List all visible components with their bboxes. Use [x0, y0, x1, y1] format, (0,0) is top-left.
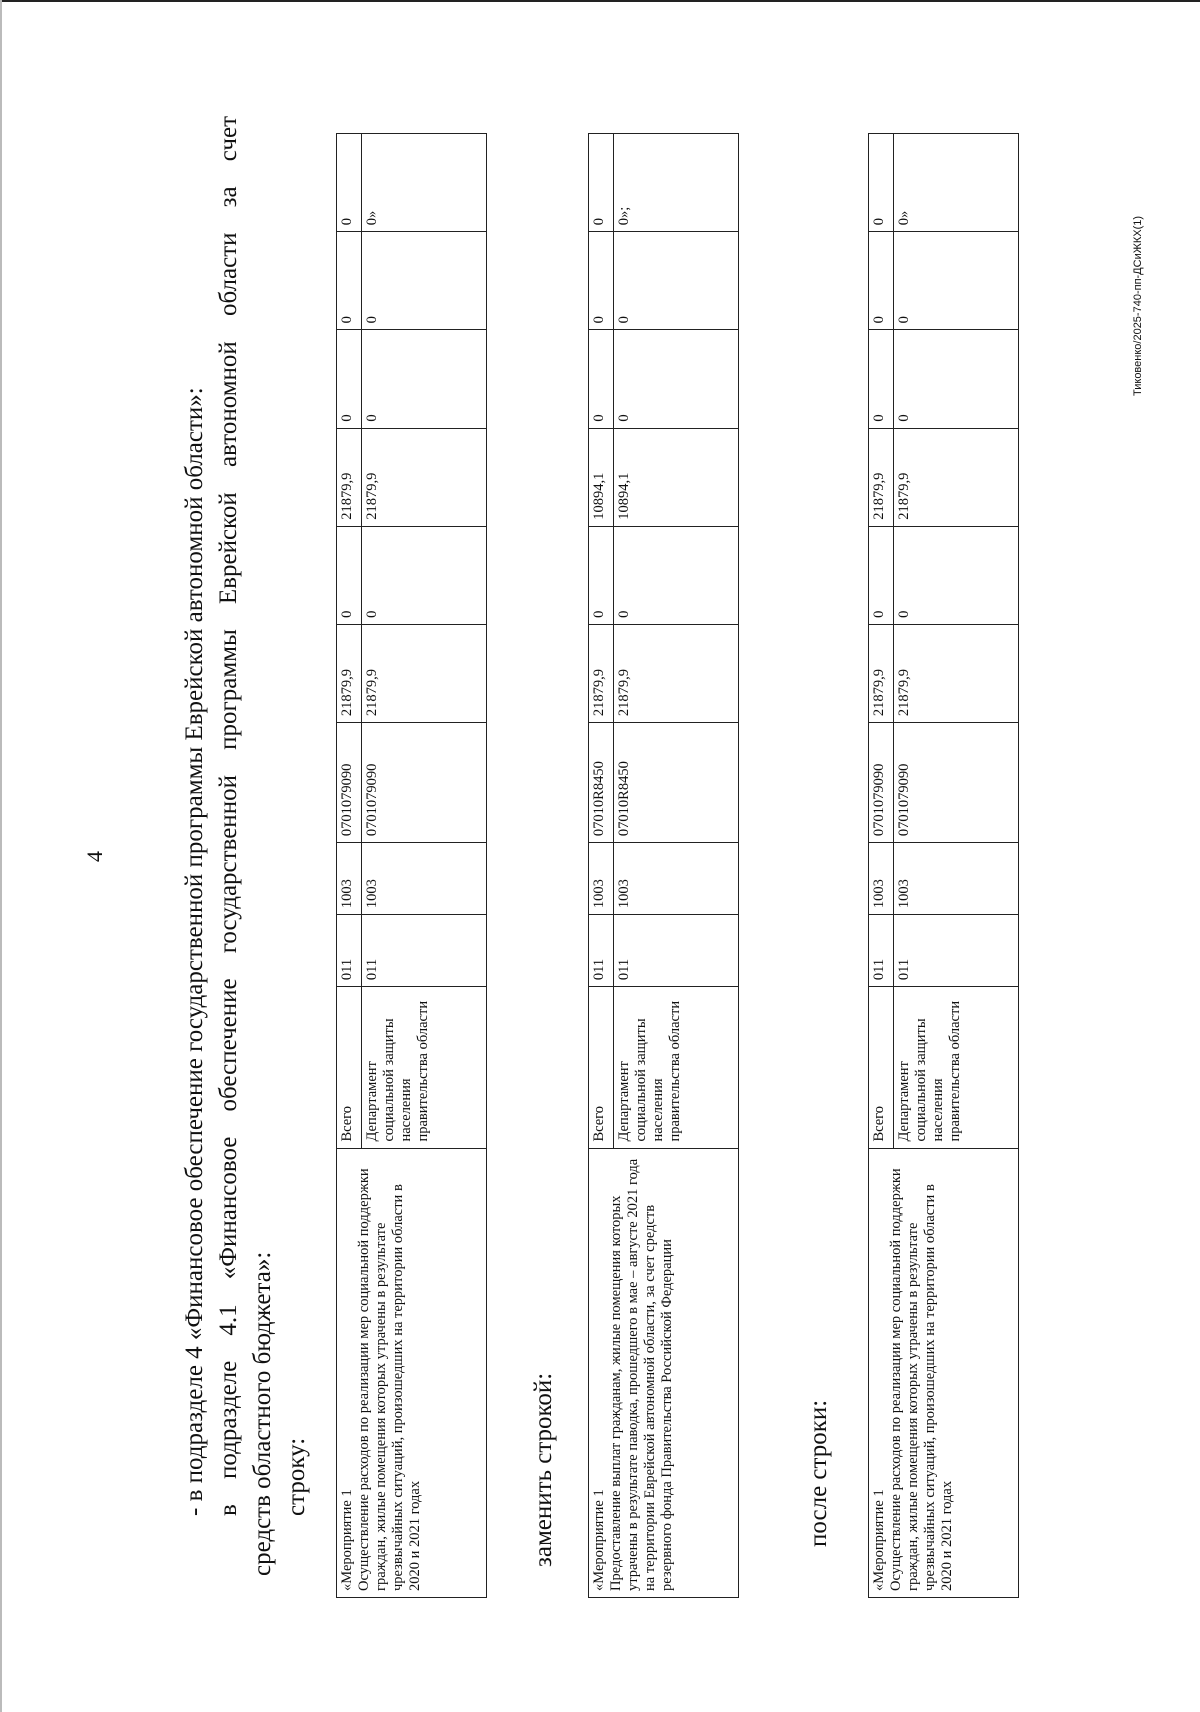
- total-label: Всего: [337, 987, 362, 1148]
- event-cell: [337, 1148, 487, 1597]
- value-cell: 0: [894, 526, 1019, 624]
- csr-cell: 07010R8450: [614, 723, 739, 843]
- table-original-row: [336, 133, 487, 1598]
- value-cell: 0: [894, 232, 1019, 330]
- table-row: [869, 134, 894, 1598]
- value-cell: 0: [614, 330, 739, 428]
- document-footer: Тиковенко/2025-740-пп-ДСиЖКХ(1): [1132, 215, 1144, 396]
- value-cell: 0»;: [614, 134, 739, 232]
- paragraph-line-2: в подразделе 4.1 «Финансовое обеспечение государственной программы Еврейской автономной области за счет: [215, 116, 242, 1516]
- value-cell: 0: [362, 526, 487, 624]
- value-cell: 0: [869, 526, 894, 624]
- value-cell: 0: [337, 330, 362, 428]
- value-cell: 21879,9: [337, 624, 362, 722]
- value-cell: 0: [337, 526, 362, 624]
- event-cell: [869, 1148, 1019, 1597]
- value-cell: 0: [589, 330, 614, 428]
- executor-cell: Департамент социальной защиты населения правительства области: [614, 987, 739, 1148]
- value-cell: 21879,9: [589, 624, 614, 722]
- value-cell: 0»: [894, 134, 1019, 232]
- value-cell: 0: [869, 134, 894, 232]
- event-text: Предоставление выплат гражданам, жилые помещения которых утрачены в результате паводка, прошедшего в мае – августе 2021 года на территории Еврейской автономной области, за счет средств резервного фонда Правительства Российской Федерации: [608, 1158, 675, 1591]
- table-row: [589, 134, 614, 1598]
- paragraph-line-4: строку:: [283, 1437, 310, 1516]
- value-cell: 0: [614, 526, 739, 624]
- grbs-cell: 011: [589, 915, 614, 987]
- grbs-cell: 011: [894, 915, 1019, 987]
- table-replacement-row: [588, 133, 739, 1598]
- table-after-row: [868, 133, 1019, 1598]
- grbs-cell: 011: [362, 915, 487, 987]
- value-cell: 0: [337, 232, 362, 330]
- csr-cell: 0701079090: [362, 723, 487, 843]
- rzpr-cell: 1003: [894, 843, 1019, 915]
- rzpr-cell: 1003: [589, 843, 614, 915]
- value-cell: 21879,9: [869, 624, 894, 722]
- value-cell: 0: [362, 232, 487, 330]
- rzpr-cell: 1003: [869, 843, 894, 915]
- csr-cell: 07010R8450: [589, 723, 614, 843]
- value-cell: 10894,1: [614, 428, 739, 526]
- value-cell: 21879,9: [362, 428, 487, 526]
- value-cell: 21879,9: [614, 624, 739, 722]
- event-title: «Мероприятие 1: [591, 1489, 607, 1591]
- event-title: «Мероприятие 1: [339, 1489, 355, 1591]
- value-cell: 0: [869, 232, 894, 330]
- executor-cell: Департамент социальной защиты населения правительства области: [894, 987, 1019, 1148]
- value-cell: 0: [337, 134, 362, 232]
- csr-cell: 0701079090: [337, 723, 362, 843]
- value-cell: 21879,9: [869, 428, 894, 526]
- value-cell: 0: [894, 330, 1019, 428]
- value-cell: 21879,9: [362, 624, 487, 722]
- grbs-cell: 011: [337, 915, 362, 987]
- paragraph-line-1: - в подразделе 4 «Финансовое обеспечение государственной программы Еврейской автономной области»:: [181, 387, 208, 1516]
- replace-label: заменить строкой:: [530, 1372, 557, 1567]
- page-number: 4: [82, 851, 107, 862]
- value-cell: 21879,9: [894, 624, 1019, 722]
- rzpr-cell: 1003: [614, 843, 739, 915]
- after-label: после строки:: [805, 1399, 832, 1547]
- rzpr-cell: 1003: [362, 843, 487, 915]
- value-cell: 0»: [362, 134, 487, 232]
- value-cell: 0: [869, 330, 894, 428]
- event-cell: [589, 1148, 739, 1597]
- total-label: Всего: [869, 987, 894, 1148]
- executor-cell: Департамент социальной защиты населения правительства области: [362, 987, 487, 1148]
- value-cell: 10894,1: [589, 428, 614, 526]
- csr-cell: 0701079090: [869, 723, 894, 843]
- grbs-cell: 011: [614, 915, 739, 987]
- paragraph-line-3: средств областного бюджета»:: [249, 1251, 276, 1576]
- table-row: [337, 134, 362, 1598]
- value-cell: 0: [362, 330, 487, 428]
- value-cell: 21879,9: [337, 428, 362, 526]
- total-label: Всего: [589, 987, 614, 1148]
- grbs-cell: 011: [869, 915, 894, 987]
- value-cell: 0: [589, 232, 614, 330]
- value-cell: 21879,9: [894, 428, 1019, 526]
- value-cell: 0: [589, 526, 614, 624]
- csr-cell: 0701079090: [894, 723, 1019, 843]
- event-title: «Мероприятие 1: [871, 1489, 887, 1591]
- rzpr-cell: 1003: [337, 843, 362, 915]
- event-text: Осуществление расходов по реализации мер социальной поддержки граждан, жилые помещения которых утрачены в результате чрезвычайных ситуаций, произошедших на территории области в 2020 и 2021 годах: [356, 1168, 423, 1591]
- value-cell: 0: [589, 134, 614, 232]
- value-cell: 0: [614, 232, 739, 330]
- event-text: Осуществление расходов по реализации мер социальной поддержки граждан, жилые помещения которых утрачены в результате чрезвычайных ситуаций, произошедших на территории области в 2020 и 2021 годах: [888, 1168, 955, 1591]
